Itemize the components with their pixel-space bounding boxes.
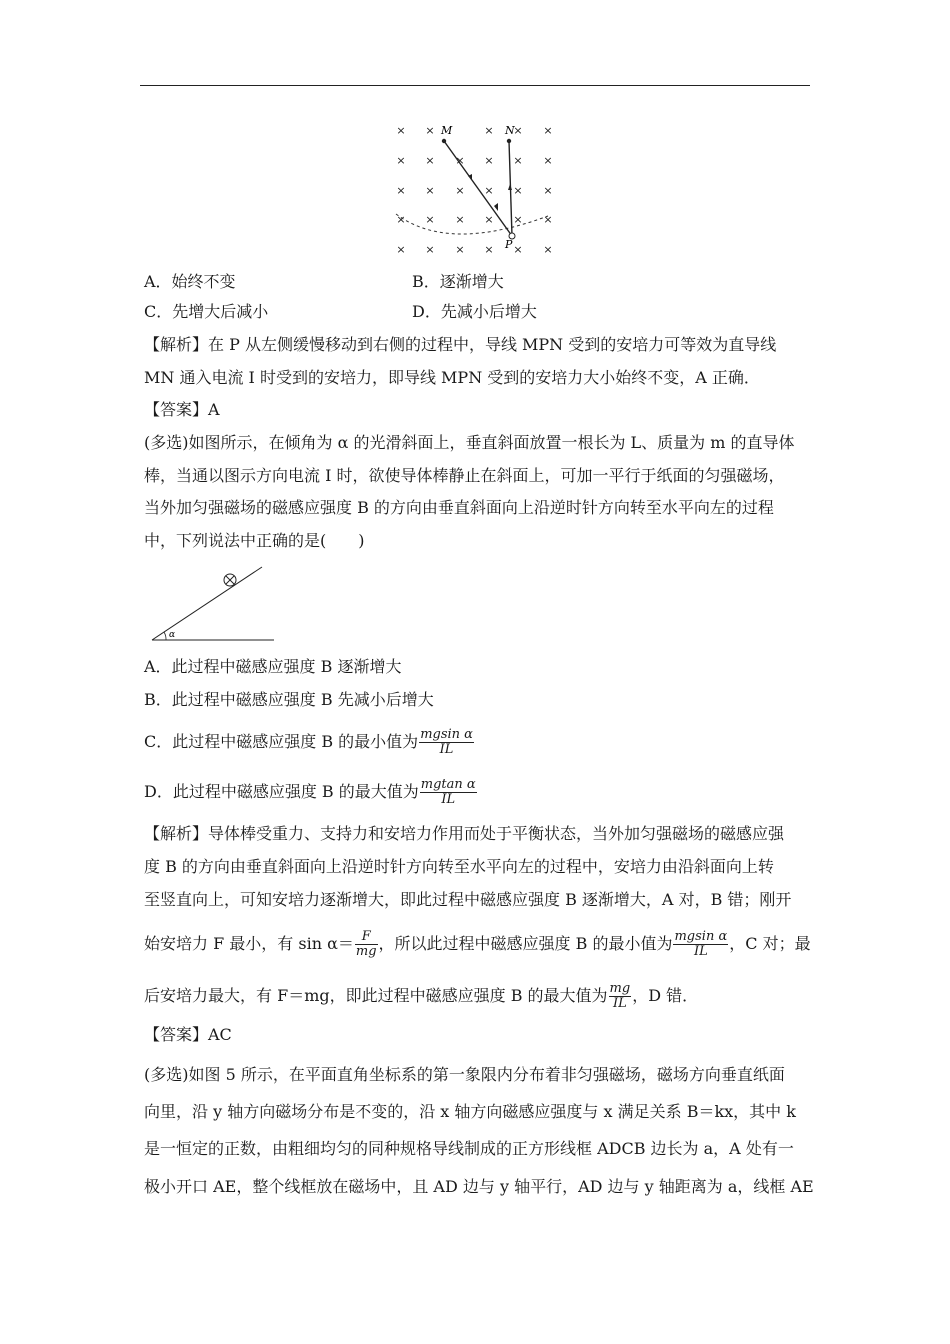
svg-text:×: × [455, 243, 465, 256]
fraction-denominator: IL [441, 792, 456, 807]
q3-stem-line-3: 是一恒定的正数，由粗细均匀的同种规格导线制成的正方形线框 ADCB 边长为 a，A 处有一 [144, 1139, 794, 1158]
svg-text:×: × [484, 184, 494, 197]
q2-analysis-4b: ，所以此过程中磁感应强度 B 的最小值为 [378, 934, 673, 953]
svg-text:×: × [513, 243, 523, 256]
svg-text:×: × [513, 124, 523, 137]
svg-text:×: × [396, 243, 406, 256]
label-m: M [441, 124, 453, 137]
fraction-numerator: mgtan α [420, 777, 476, 792]
svg-text:×: × [455, 184, 465, 197]
svg-text:×: × [455, 213, 465, 226]
figure-incline [148, 562, 278, 646]
svg-text:×: × [396, 124, 406, 137]
q2-analysis-line-3: 至竖直向上，可知安培力逐渐增大，即此过程中磁感应强度 B 逐渐增大，A 对，B 错；刚开 [144, 890, 792, 909]
q1-answer: 【答案】A [144, 400, 220, 419]
label-n: N [505, 124, 515, 137]
svg-text:×: × [484, 213, 494, 226]
q2-option-d-fraction [420, 778, 477, 807]
svg-text:×: × [425, 243, 435, 256]
fraction-denominator: IL [693, 944, 708, 959]
svg-text:×: × [484, 154, 494, 167]
svg-text:×: × [425, 154, 435, 167]
q3-stem-line-4: 极小开口 AE，整个线框放在磁场中，且 AD 边与 y 轴平行，AD 边与 y 轴距离为 a，线框 AE [144, 1177, 814, 1196]
fraction-numerator: F [355, 930, 378, 945]
q2-option-d-text: D．此过程中磁感应强度 B 的最大值为 [144, 782, 419, 801]
fraction-numerator: mg [609, 981, 631, 996]
svg-text:×: × [543, 243, 553, 256]
angle-label: α [169, 630, 176, 640]
fraction-numerator: mgsin α [674, 929, 728, 944]
svg-text:×: × [425, 124, 435, 137]
max-value-fraction [609, 982, 632, 1011]
svg-text:×: × [543, 124, 553, 137]
svg-text:×: × [425, 184, 435, 197]
fraction-numerator: mgsin α [420, 727, 473, 742]
svg-text:×: × [455, 154, 465, 167]
q3-stem-line-1: (多选)如图 5 所示，在平面直角坐标系的第一象限内分布着非匀强磁场，磁场方向垂直纸面 [144, 1065, 785, 1084]
q2-option-b: B．此过程中磁感应强度 B 先减小后增大 [144, 690, 434, 709]
svg-text:×: × [484, 243, 494, 256]
q2-analysis-4a: 始安培力 F 最小，有 sin α＝ [144, 934, 354, 953]
q3-stem-line-2: 向里，沿 y 轴方向磁场分布是不变的，沿 x 轴方向磁感应强度与 x 满足关系 B＝kx，其中 k [144, 1102, 796, 1121]
q2-analysis-5b: ，D 错． [632, 986, 699, 1005]
svg-text:×: × [543, 184, 553, 197]
q2-option-c-fraction [419, 728, 474, 757]
q1-option-a: A．始终不变 [144, 272, 236, 291]
q2-stem-line-3: 当外加匀强磁场的磁感应强度 B 的方向由垂直斜面向上沿逆时针方向转至水平向左的过程 [144, 498, 774, 517]
fraction-denominator: mg [355, 944, 377, 959]
svg-text:×: × [396, 154, 406, 167]
q1-option-b: B．逐渐增大 [412, 272, 504, 291]
q2-stem-line-1: (多选)如图所示，在倾角为 α 的光滑斜面上，垂直斜面放置一根长为 L、质量为 m 的直导体 [144, 433, 795, 452]
svg-text:×: × [425, 213, 435, 226]
q1-analysis-line-2: MN 通入电流 I 时受到的安培力，即导线 MPN 受到的安培力大小始终不变，A 正确． [144, 368, 760, 387]
fraction-denominator: IL [612, 996, 627, 1011]
q1-option-d: D．先减小后增大 [412, 302, 537, 321]
q2-analysis-line-2: 度 B 的方向由垂直斜面向上沿逆时针方向转至水平向左的过程中，安培力由沿斜面向上转 [144, 857, 774, 876]
q1-analysis-line-1: 【解析】在 P 从左侧缓慢移动到右侧的过程中，导线 MPN 受到的安培力可等效为直导线 [144, 335, 777, 354]
label-p: P [505, 238, 513, 251]
q2-answer: 【答案】AC [144, 1025, 232, 1044]
sin-fraction [355, 930, 378, 959]
min-value-fraction [673, 930, 728, 959]
q2-stem-line-2: 棒，当通以图示方向电流 I 时，欲使导体棒静止在斜面上，可加一平行于纸面的匀强磁场， [144, 466, 785, 485]
svg-text:×: × [543, 154, 553, 167]
svg-text:×: × [513, 154, 523, 167]
svg-text:×: × [484, 124, 494, 137]
svg-text:×: × [543, 213, 553, 226]
svg-text:×: × [396, 184, 406, 197]
q2-option-d [144, 778, 478, 807]
svg-text:×: × [513, 213, 523, 226]
svg-text:×: × [513, 184, 523, 197]
q2-option-c [144, 728, 475, 757]
q1-option-c: C．先增大后减小 [144, 302, 269, 321]
figure-magnetic-field-wire [388, 118, 563, 260]
fraction-denominator: IL [439, 742, 454, 757]
header-rule [140, 85, 810, 86]
svg-text:×: × [396, 213, 406, 226]
q2-analysis-line-1: 【解析】导体棒受重力、支持力和安培力作用而处于平衡状态，当外加匀强磁场的磁感应强 [144, 824, 785, 843]
q2-analysis-line-4 [144, 930, 811, 959]
q2-analysis-4c: ，C 对；最 [729, 934, 811, 953]
q2-analysis-5a: 后安培力最大，有 F＝mg，即此过程中磁感应强度 B 的最大值为 [144, 986, 608, 1005]
q2-option-a: A．此过程中磁感应强度 B 逐渐增大 [144, 657, 402, 676]
q2-stem-line-4: 中，下列说法中正确的是( ) [144, 531, 365, 550]
q2-analysis-line-5 [144, 982, 698, 1011]
q2-option-c-text: C．此过程中磁感应强度 B 的最小值为 [144, 732, 419, 751]
